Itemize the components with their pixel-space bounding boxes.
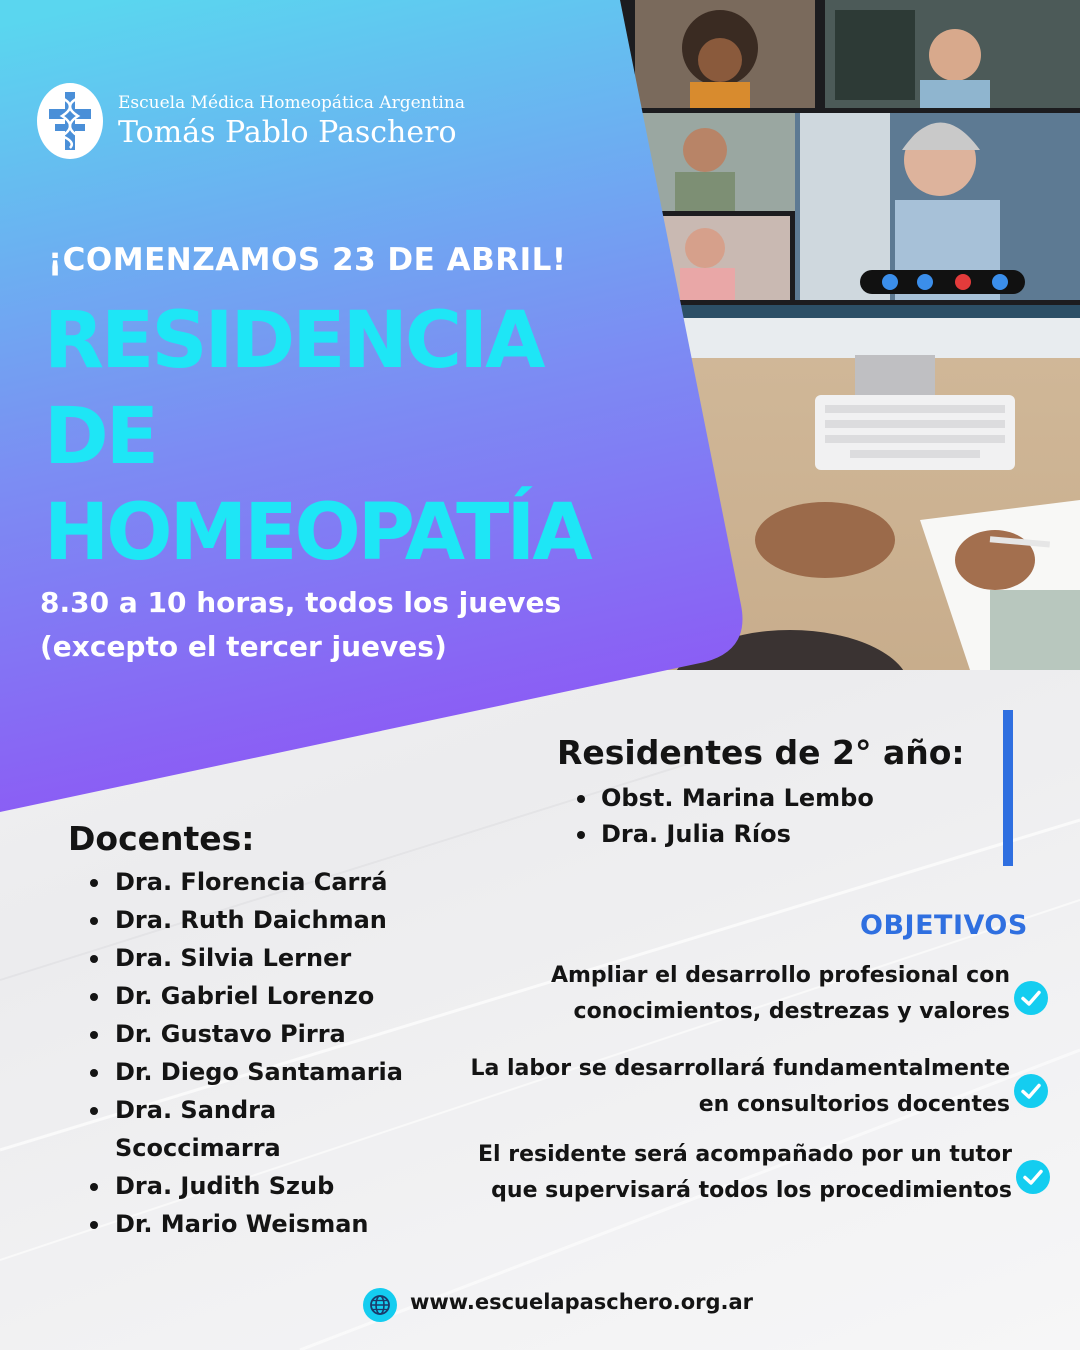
caduceus-cross-logo-icon bbox=[36, 82, 104, 160]
teachers-heading: Docentes: bbox=[68, 819, 255, 858]
title-line-1: RESIDENCIA bbox=[44, 296, 543, 386]
list-item: Dra. Ruth Daichman bbox=[115, 904, 403, 942]
globe-icon bbox=[362, 1287, 398, 1323]
list-item: Dra. Florencia Carrá bbox=[115, 866, 403, 904]
start-date-heading: ¡COMENZAMOS 23 DE ABRIL! bbox=[48, 242, 567, 278]
objective-line: en consultorios docentes bbox=[698, 1092, 1010, 1117]
list-item: Dra. Julia Ríos bbox=[601, 819, 874, 855]
title-line-2: DE bbox=[44, 392, 157, 482]
objective-item bbox=[478, 1137, 1012, 1209]
teachers-list bbox=[115, 866, 403, 1246]
list-item: Dra. Judith Szub bbox=[115, 1170, 403, 1208]
list-item: Dra. Silvia Lerner bbox=[115, 942, 403, 980]
schedule-line-2: (excepto el tercer jueves) bbox=[40, 630, 447, 663]
accent-divider bbox=[1003, 710, 1013, 866]
residents-heading: Residentes de 2° año: bbox=[557, 733, 965, 772]
list-item-continuation: Scoccimarra bbox=[115, 1134, 281, 1162]
list-item: Dr. Diego Santamaria bbox=[115, 1056, 403, 1094]
school-name: Escuela Médica Homeopática Argentina bbox=[118, 93, 465, 113]
check-circle-icon bbox=[1013, 980, 1049, 1016]
schedule-line-1: 8.30 a 10 horas, todos los jueves bbox=[40, 586, 562, 619]
list-item: Dr. Gustavo Pirra bbox=[115, 1018, 403, 1056]
list-item: Dra. Sandra bbox=[115, 1094, 403, 1132]
objective-item bbox=[551, 958, 1010, 1030]
objectives-heading: OBJETIVOS bbox=[860, 910, 1028, 941]
website-link[interactable]: www.escuelapaschero.org.ar bbox=[410, 1290, 754, 1314]
school-founder-name: Tomás Pablo Paschero bbox=[118, 115, 457, 150]
residents-list bbox=[601, 783, 874, 855]
objective-line: que supervisará todos los procedimientos bbox=[491, 1178, 1012, 1203]
check-circle-icon bbox=[1015, 1159, 1051, 1195]
objective-line: La labor se desarrollará fundamentalmente bbox=[470, 1056, 1010, 1081]
list-item: Dr. Mario Weisman bbox=[115, 1208, 403, 1246]
objective-item bbox=[470, 1051, 1010, 1123]
check-circle-icon bbox=[1013, 1073, 1049, 1109]
title-line-3: HOMEOPATÍA bbox=[44, 488, 590, 578]
objective-line: El residente será acompañado por un tutor bbox=[478, 1142, 1012, 1167]
list-item: Obst. Marina Lembo bbox=[601, 783, 874, 819]
list-item: Dr. Gabriel Lorenzo bbox=[115, 980, 403, 1018]
objective-line: Ampliar el desarrollo profesional con bbox=[550, 963, 1010, 988]
objective-line: conocimientos, destrezas y valores bbox=[573, 999, 1010, 1024]
